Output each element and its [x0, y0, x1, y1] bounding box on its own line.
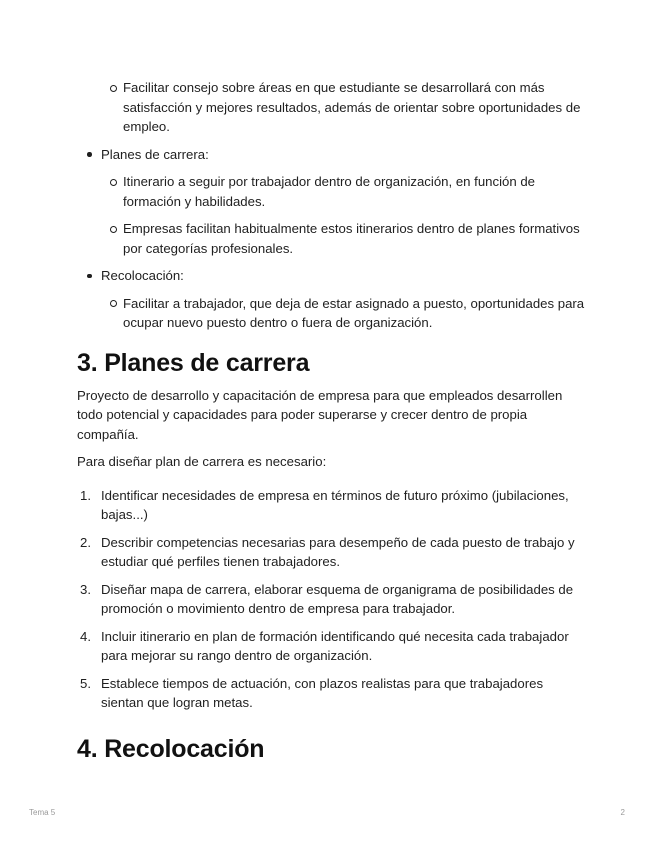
sub-list-item: Itinerario a seguir por trabajador dentro de organización, en función de formación y habilidades.	[123, 172, 587, 211]
item-text: Identificar necesidades de empresa en términos de futuro próximo (jubilaciones, bajas...)	[101, 487, 569, 522]
numbered-list	[77, 486, 587, 713]
item-number: 2.	[80, 534, 91, 550]
numbered-item	[80, 674, 587, 713]
item-number: 4.	[80, 628, 91, 644]
item-text: Incluir itinerario en plan de formación identificando qué necesita cada trabajador para mejorar su rango dentro de organización.	[101, 628, 569, 663]
section-heading-planes-de-carrera: 3. Planes de carrera	[77, 348, 310, 377]
section-heading-recolocacion: 4. Recolocación	[77, 734, 265, 763]
item-text: Diseñar mapa de carrera, elaborar esquema de organigrama de posibilidades de promoción o movimiento dentro de empresa para trabajador.	[101, 581, 574, 616]
bullet-list	[77, 145, 587, 333]
sub-list	[101, 172, 587, 258]
continued-sub-list	[77, 78, 587, 137]
numbered-item	[80, 580, 587, 619]
section-paragraph: Proyecto de desarrollo y capacitación de empresa para que empleados desarrollen todo potencial y capacidades para poder superarse y crecer dentro de propia compañía.	[77, 387, 563, 442]
page-content	[77, 78, 587, 764]
bullet-item-planes	[101, 145, 587, 259]
sub-list	[101, 294, 587, 333]
item-number: 5.	[80, 675, 91, 691]
item-text: Describir competencias necesarias para desempeño de cada puesto de trabajo y estudiar qué perfiles tienen trabajadores.	[101, 534, 575, 569]
sub-list-item: Empresas facilitan habitualmente estos itinerarios dentro de planes formativos por categorías profesionales.	[123, 219, 587, 258]
sub-list-item: Facilitar a trabajador, que deja de estar asignado a puesto, oportunidades para ocupar nuevo puesto dentro o fuera de organización.	[123, 294, 587, 333]
item-number: 1.	[80, 487, 91, 503]
numbered-item	[80, 533, 587, 572]
sub-list-item: Facilitar consejo sobre áreas en que estudiante se desarrollará con más satisfacción y mejores resultados, además de orientar sobre oportunidades de empleo.	[123, 78, 587, 137]
footer-topic: Tema 5	[29, 808, 56, 817]
bullet-item-recolocacion	[101, 266, 587, 333]
item-text: Establece tiempos de actuación, con plazos realistas para que trabajadores sientan que logran metas.	[101, 675, 544, 710]
bullet-label: Planes de carrera:	[101, 146, 209, 162]
section-paragraph: Para diseñar plan de carrera es necesario:	[77, 454, 327, 469]
item-number: 3.	[80, 581, 91, 597]
page-number: 2	[620, 808, 625, 817]
numbered-item	[80, 486, 587, 525]
numbered-item	[80, 627, 587, 666]
bullet-label: Recolocación:	[101, 268, 184, 283]
